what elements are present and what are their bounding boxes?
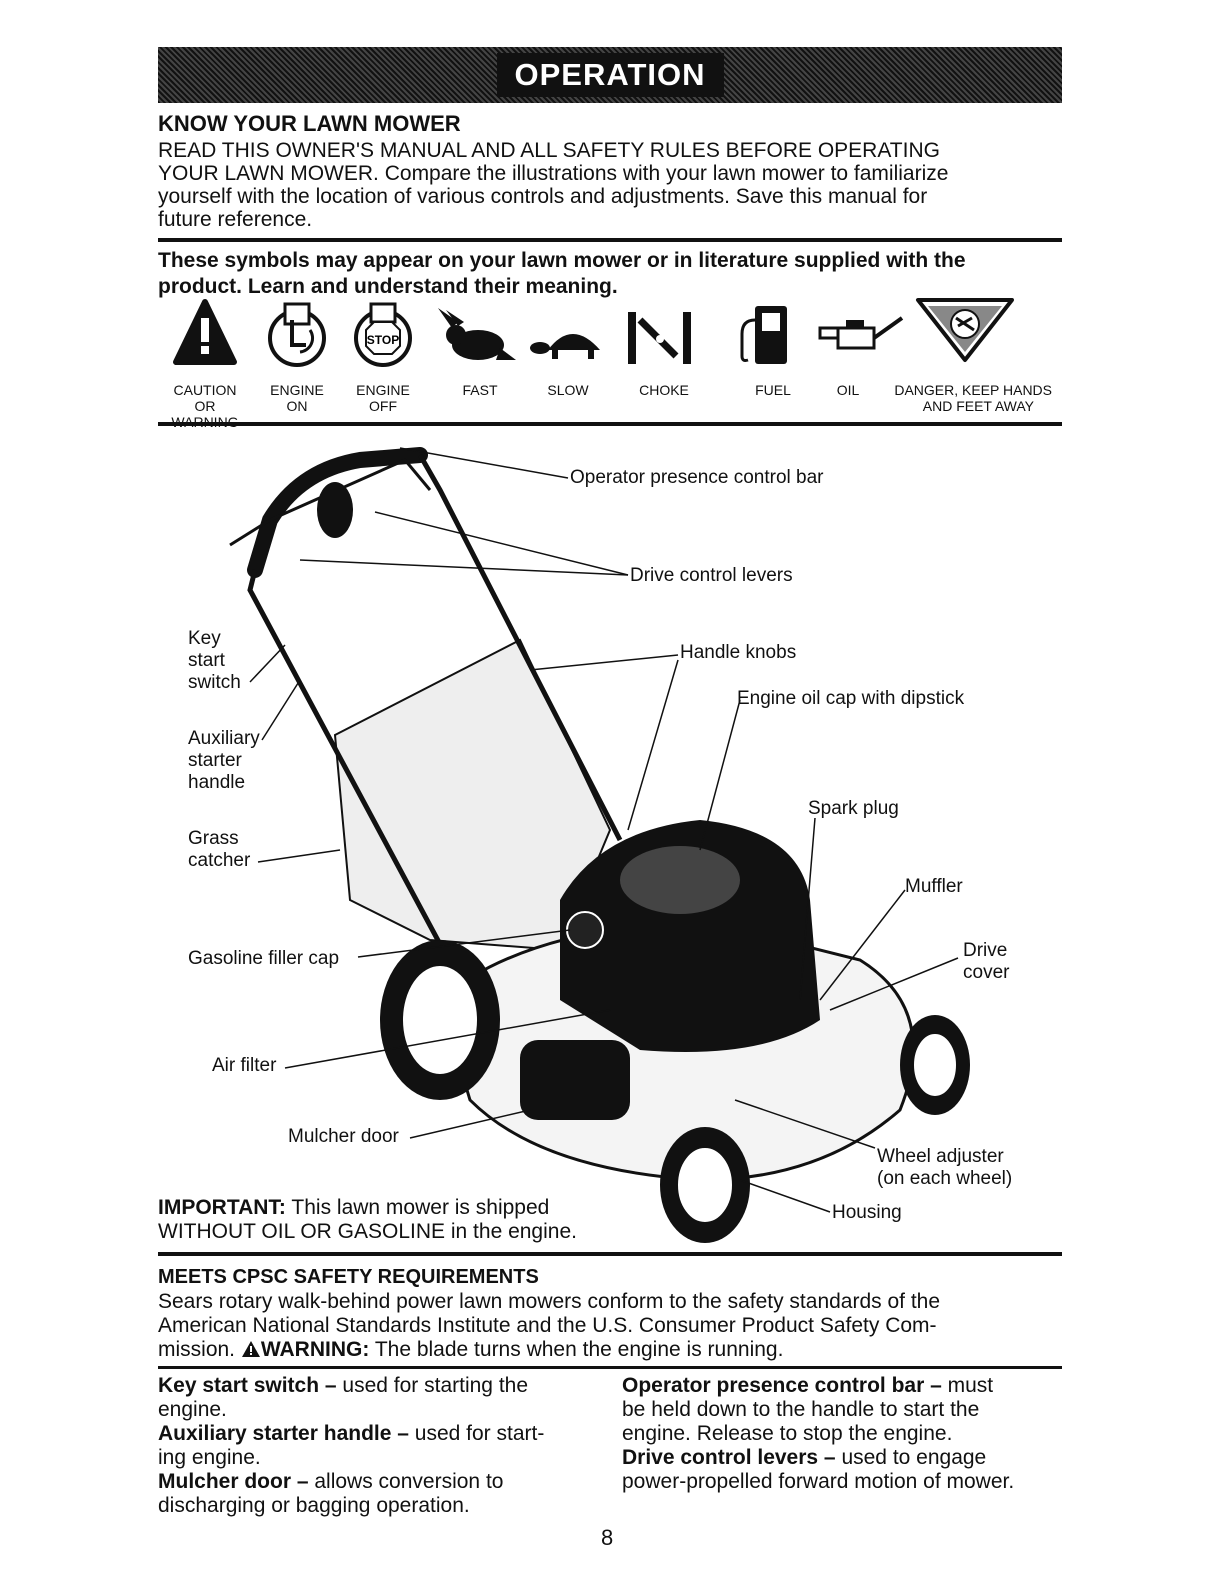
cpsc-line-3-end: The blade turns when the engine is running.: [369, 1338, 784, 1361]
symbol-label-line: ENGINE: [356, 382, 410, 398]
definition-text: used to engage: [835, 1446, 987, 1469]
callout-key-start: [188, 628, 241, 694]
page-number: 8: [601, 1525, 614, 1550]
banner-title: OPERATION: [497, 53, 724, 97]
definition-text: power-propelled forward motion of mower.: [622, 1470, 1015, 1493]
definition-term: Mulcher door –: [158, 1470, 309, 1493]
know-line-1: READ THIS OWNER'S MANUAL AND ALL SAFETY RULES BEFORE OPERATING: [158, 139, 940, 162]
callout-line: switch: [188, 672, 241, 693]
definition-aux-starter: [158, 1422, 608, 1446]
callout-drive-cover: [963, 940, 1009, 984]
callout-housing: Housing: [832, 1202, 902, 1223]
callout-wheel-adjuster: [877, 1146, 1012, 1190]
symbol-label-line: DANGER, KEEP HANDS: [894, 382, 1052, 398]
symbol-label-line: ENGINE: [270, 382, 324, 398]
important-label: IMPORTANT:: [158, 1196, 286, 1219]
important-text-2: WITHOUT OIL OR GASOLINE in the engine.: [158, 1220, 577, 1243]
definition-term: Key start switch –: [158, 1374, 337, 1397]
callout-drive-levers: Drive control levers: [630, 565, 793, 586]
warning-label: WARNING:: [260, 1338, 370, 1361]
cpsc-line-3-start: mission.: [158, 1338, 241, 1361]
divider: [158, 1252, 1062, 1256]
callout-line: (on each wheel): [877, 1168, 1013, 1189]
engine-fan: [620, 846, 740, 914]
definitions-right: [622, 1374, 1062, 1494]
know-line-3: yourself with the location of various controls and adjustments. Save this manual for: [158, 185, 928, 208]
know-line-4: future reference.: [158, 208, 313, 231]
symbol-label-line: AND FEET AWAY: [922, 398, 1034, 414]
operator-bar-grip: [317, 482, 353, 538]
callout-grass-catcher: [188, 828, 250, 872]
callout-line: Auxiliary: [188, 728, 260, 749]
definition-text: engine.: [158, 1398, 227, 1421]
stop-text: STOP: [366, 333, 400, 347]
callout-aux-starter: [188, 728, 260, 794]
definition-term: Operator presence control bar –: [622, 1374, 942, 1397]
callout-line: handle: [188, 772, 246, 793]
definition-text: used for start-: [408, 1422, 545, 1445]
callout-line: catcher: [188, 850, 251, 871]
callout-line: Grass: [188, 828, 239, 849]
callout-line: Drive: [963, 940, 1008, 961]
callout-handle-knobs: Handle knobs: [680, 642, 797, 663]
symbols-intro-line-2: product. Learn and understand their meaning.: [158, 275, 618, 298]
definition-term: Drive control levers –: [622, 1446, 836, 1469]
symbol-label-line: ON: [286, 398, 308, 414]
definition-operator-bar: [622, 1374, 1062, 1398]
callout-spark-plug: Spark plug: [808, 798, 899, 819]
mulcher-door-shape: [520, 1040, 630, 1120]
choke-label: CHOKE: [639, 382, 689, 398]
callout-line: Wheel adjuster: [877, 1146, 1004, 1167]
definition-text: used for starting the: [336, 1374, 529, 1397]
cpsc-line-2: American National Standards Institute and the U.S. Consumer Product Safety Com-: [158, 1314, 937, 1337]
slow-label: SLOW: [547, 382, 589, 398]
callout-oil-cap: Engine oil cap with dipstick: [737, 688, 965, 709]
know-line-2: YOUR LAWN MOWER. Compare the illustrations with your lawn mower to familiarize: [158, 162, 949, 185]
important-text-1: This lawn mower is shipped: [285, 1196, 550, 1219]
cpsc-paragraph: [158, 1290, 940, 1362]
cpsc-heading: MEETS CPSC SAFETY REQUIREMENTS: [158, 1266, 539, 1288]
gas-cap-shape: [567, 912, 603, 948]
callout-line: start: [188, 650, 225, 671]
callout-muffler: Muffler: [905, 876, 963, 897]
definition-mulcher-door: [158, 1470, 608, 1494]
callout-line: cover: [963, 962, 1010, 983]
definition-term: Auxiliary starter handle –: [158, 1422, 409, 1445]
callout-mulcher-door: Mulcher door: [288, 1126, 399, 1147]
cpsc-line-1: Sears rotary walk-behind power lawn mowers conform to the safety standards of the: [158, 1290, 941, 1313]
definition-text: ing engine.: [158, 1446, 261, 1469]
symbol-label-line: OR: [194, 398, 216, 414]
symbol-label-line: CAUTION: [173, 382, 237, 398]
know-heading: KNOW YOUR LAWN MOWER: [158, 111, 461, 136]
definition-text: be held down to the handle to start the: [622, 1398, 980, 1421]
symbol-label-line: OFF: [369, 398, 397, 414]
callout-line: starter: [188, 750, 242, 771]
definition-drive-levers: [622, 1446, 1062, 1470]
symbols-intro-line-1: These symbols may appear on your lawn mower or in literature supplied with the: [158, 249, 966, 272]
definition-text: allows conversion to: [308, 1470, 504, 1493]
fuel-label: FUEL: [755, 382, 791, 398]
divider: [158, 1366, 1062, 1369]
definition-text: must: [941, 1374, 994, 1397]
callout-line: Key: [188, 628, 221, 649]
definition-key-start: [158, 1374, 608, 1398]
warning-triangle-icon: [241, 1340, 261, 1358]
oil-label: OIL: [836, 382, 860, 398]
callout-air-filter: Air filter: [212, 1055, 277, 1076]
definition-text: discharging or bagging operation.: [158, 1494, 470, 1517]
definitions-left: [158, 1374, 608, 1518]
callout-gas-cap: Gasoline filler cap: [188, 948, 340, 969]
fast-label: FAST: [462, 382, 498, 398]
definition-text: engine. Release to stop the engine.: [622, 1422, 953, 1445]
important-note: [158, 1196, 577, 1244]
callout-operator-bar: Operator presence control bar: [570, 467, 824, 488]
